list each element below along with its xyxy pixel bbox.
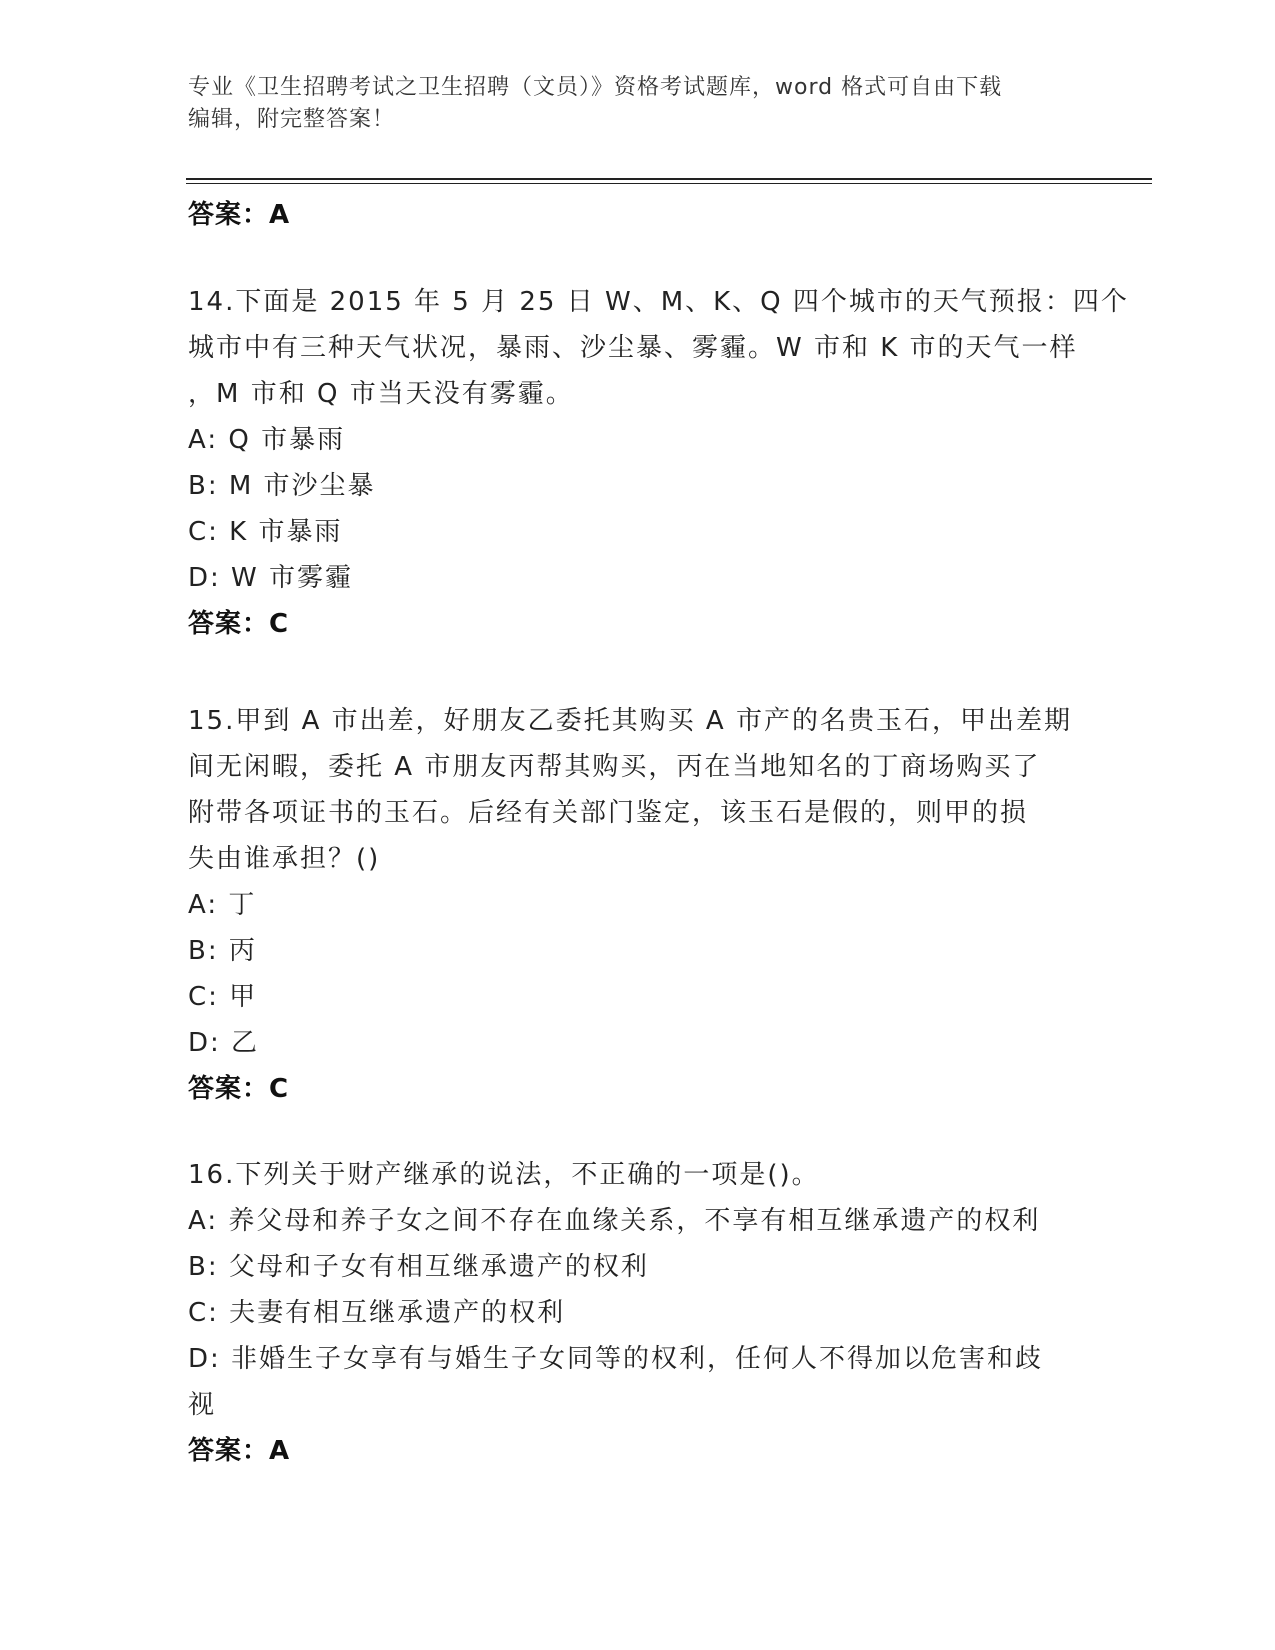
question-text-line: 16.下列关于财产继承的说法，不正确的一项是()。: [188, 1160, 820, 1190]
option-b: B: M 市沙尘暴: [188, 471, 376, 501]
header-divider-thick: [186, 178, 1152, 180]
header-line-1: 专业《卫生招聘考试之卫生招聘（文员）》资格考试题库，word 格式可自由下载: [188, 75, 1003, 100]
option-a: A: Q 市暴雨: [188, 425, 346, 455]
option-b: B: 丙: [188, 936, 257, 966]
option-d: D: 乙: [188, 1028, 260, 1058]
header-divider-thin: [186, 183, 1152, 184]
option-a: A: 养父母和养子女之间不存在血缘关系，不享有相互继承遗产的权利: [188, 1206, 1041, 1236]
question-text-line: 间无闲暇，委托 A 市朋友丙帮其购买，丙在当地知名的丁商场购买了: [188, 752, 1041, 782]
answer-label: 答案：C: [188, 609, 290, 639]
option-d: D: 非婚生子女享有与婚生子女同等的权利，任何人不得加以危害和歧: [188, 1344, 1044, 1374]
question-text-line: 附带各项证书的玉石。后经有关部门鉴定，该玉石是假的，则甲的损: [188, 798, 1029, 828]
option-d-continued: 视: [188, 1390, 217, 1420]
page-header: [188, 72, 1088, 136]
option-d: D: W 市雾霾: [188, 563, 354, 593]
question-text-line: 失由谁承担？(): [188, 844, 381, 874]
question-text-line: 城市中有三种天气状况，暴雨、沙尘暴、雾霾。W 市和 K 市的天气一样: [188, 333, 1078, 363]
header-line-2: 编辑，附完整答案！: [188, 107, 396, 132]
option-a: A: 丁: [188, 890, 257, 920]
question-text-line: 14.下面是 2015 年 5 月 25 日 W、M、K、Q 四个城市的天气预报：四个: [188, 287, 1129, 317]
answer-label: 答案：A: [188, 200, 291, 230]
question-16: [188, 1152, 1088, 1474]
answer-label: 答案：C: [188, 1074, 290, 1104]
answer-label: 答案：A: [188, 1436, 291, 1466]
question-15: [188, 698, 1088, 1112]
option-c: C: K 市暴雨: [188, 517, 343, 547]
question-text-line: 15.甲到 A 市出差，好朋友乙委托其购买 A 市产的名贵玉石，甲出差期: [188, 706, 1072, 736]
question-14: [188, 279, 1129, 647]
question-text-line: ，M 市和 Q 市当天没有雾霾。: [188, 379, 574, 409]
option-b: B: 父母和子女有相互继承遗产的权利: [188, 1252, 649, 1282]
previous-question-answer: [188, 192, 290, 238]
option-c: C: 夫妻有相互继承遗产的权利: [188, 1298, 566, 1328]
option-c: C: 甲: [188, 982, 258, 1012]
